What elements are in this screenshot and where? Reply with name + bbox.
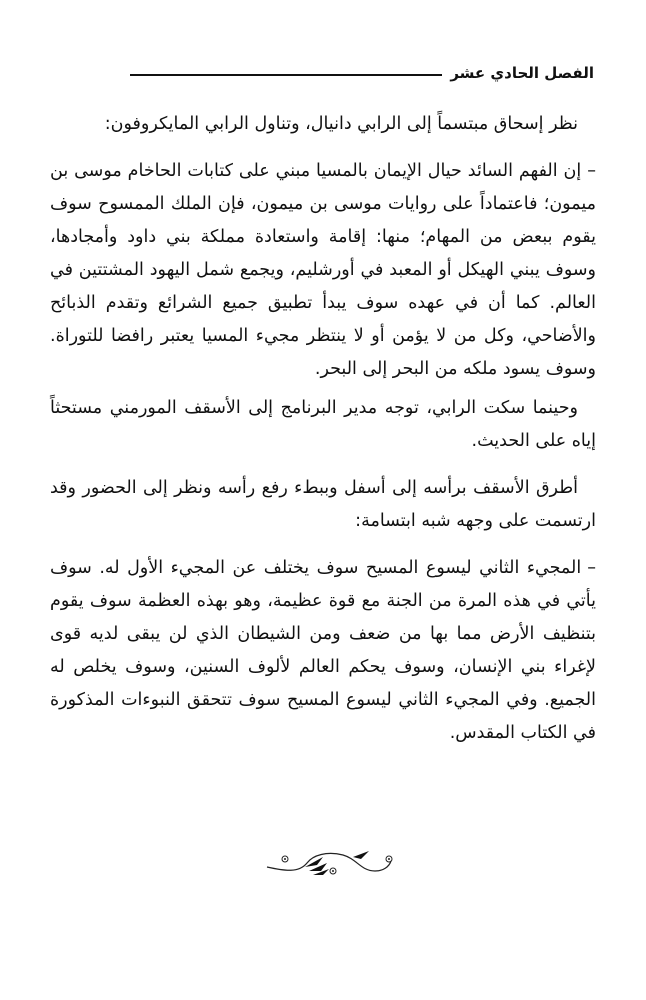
paragraph-dialogue [50,155,596,386]
paragraph-text: أطرق الأسقف برأسه إلى أسفل وببطء رفع رأسه ونظر إلى الحضور وقد ارتسمت على وجهه شبه ابتسامة: [50,478,596,531]
body-text [50,108,596,750]
paragraph-text: المجيء الثاني ليسوع المسيح سوف يختلف عن المجيء الأول له. سوف يأتي في هذه المرة من الجنة مع قوة عظيمة، وهو بهذه العظمة سوف يقوم بتنظيف الأرض مما بها من ضعف ومن الشيطان الذي لن يبقى لديه قوى لإغراء بني الإنسان، وسوف يحكم العالم لألوف السنين، وسوف يخلص له الجميع. وفي المجيء الثاني ليسوع المسيح سوف تتحقق النبوءات المذكورة في الكتاب المقدس. [50,558,596,743]
header-rule [130,74,442,76]
paragraph-text: وحينما سكت الرابي، توجه مدير البرنامج إلى الأسقف المورمني مستحثاً إياه على الحديث. [50,398,596,451]
paragraph-narration [50,472,596,538]
running-header [130,58,594,88]
dialogue-dash: – [587,558,596,578]
floral-divider-icon [265,845,395,881]
chapter-title: الفصل الحادي عشر [450,64,594,82]
paragraph-narration [50,392,596,458]
paragraph-dialogue [50,552,596,750]
paragraph-narration [50,108,596,141]
paragraph-text: إن الفهم السائد حيال الإيمان بالمسيا مبني على كتابات الحاخام موسى بن ميمون؛ فاعتماداً على روايات موسى بن ميمون، فإن الملك الممسوح سوف يقوم ببعض من المهام؛ منها: إقامة واستعادة مملكة بني داود وأمجادها، وسوف يبني الهيكل أو المعبد في أورشليم، ويجمع شمل اليهود المشتتين في العالم. كما أن في عهده سوف يبدأ تطبيق جميع الشرائع وتقدم الذبائح والأضاحي، وكل من لا يؤمن أو لا ينتظر مجيء المسيا يعتبر رافضا للتوراة. وسوف يسود ملكه من البحر إلى البحر. [50,161,596,379]
paragraph-text: نظر إسحاق مبتسماً إلى الرابي دانيال، وتناول الرابي المايكروفون: [104,114,578,134]
dialogue-dash: – [587,161,596,181]
